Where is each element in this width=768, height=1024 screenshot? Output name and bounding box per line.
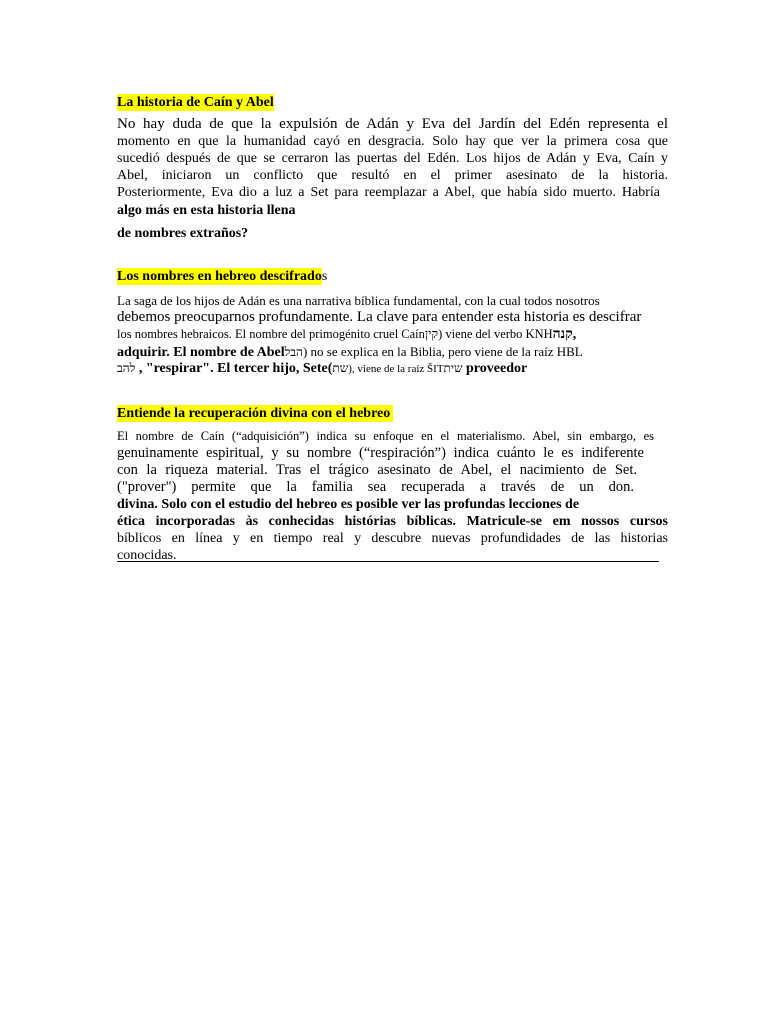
paragraph-line	[117, 326, 576, 343]
section-divine-recovery	[117, 405, 668, 565]
paragraph-line: La saga de los hijos de Adán es una narrativa bíblica fundamental, con la cual todos nosotros	[117, 293, 600, 308]
heading-cain-abel: La historia de Caín y Abel	[117, 95, 274, 110]
paragraph-line: ("prover") permite que la familia sea recuperada a través de un don.	[117, 479, 634, 495]
heading-tail: s	[321, 269, 328, 284]
hebrew-word: הבל	[284, 345, 303, 359]
paragraph-line: Abel, iniciaron un conflicto que resultó en el primer asesinato de la historia.	[117, 168, 668, 183]
paragraph-line: sucedió después de que se cerraron las puertas del Edén. Los hijos de Adán y Eva, Caín y	[117, 151, 668, 166]
paragraph-line: algo más en esta historia llena	[117, 203, 296, 218]
paragraph-line: El nombre de Caín (“adquisición”) indica su enfoque en el materialismo. Abel, sin embargo, es	[117, 429, 654, 443]
text-run: proveedor	[462, 361, 528, 376]
paragraph-line: debemos preocuparnos profundamente. La clave para entender esta historia es descifrar	[117, 309, 642, 325]
paragraph-line: de nombres extraños?	[117, 226, 249, 241]
paragraph-line: bíblicos en línea y en tiempo real y descubre nuevas profundidades de las historias	[117, 531, 668, 546]
hebrew-word: שת	[332, 361, 349, 375]
paragraph-line: No hay duda de que la expulsión de Adán y Eva del Jardín del Edén representa el	[117, 116, 668, 132]
heading-hebrew-names: Los nombres en hebreo descifrado	[117, 269, 322, 284]
text-run: , "respirar". El tercer hijo, Sete(	[135, 361, 333, 376]
text-run: ,	[572, 327, 577, 342]
section-hebrew-names	[117, 268, 668, 378]
text-run: los nombres hebraicos. El nombre del primogénito cruel Caín	[117, 327, 425, 341]
hebrew-word: שית	[443, 361, 463, 375]
text-run: ) no se explica en la Biblia, pero viene de la raíz HBL	[302, 344, 583, 359]
heading-hebrew-names-wrap	[117, 268, 327, 285]
paragraph-line: divina. Solo con el estudio del hebreo es posible ver las profundas lecciones de	[117, 497, 580, 512]
paragraph-line: conocidas.	[117, 548, 177, 563]
paragraph-line: genuinamente espiritual, y su nombre (“respiración”) indica cuánto le es indiferente	[117, 445, 644, 461]
text-run: ) viene del verbo KNH	[438, 327, 553, 341]
paragraph-line	[117, 360, 527, 378]
horizontal-rule	[117, 561, 659, 562]
paragraph-line: momento en que la humanidad cayó en desgracia. Solo hay que ver la primera cosa que	[117, 134, 668, 149]
text-run: adquirir. El nombre de Abel	[117, 345, 285, 360]
hebrew-word: קנה	[552, 327, 573, 342]
paragraph-line	[117, 343, 583, 361]
heading-divine-recovery: Entiende la recuperación divina con el hebreo	[117, 405, 393, 422]
paragraph-line: con la riqueza material. Tras el trágico asesinato de Abel, el nacimiento de Set.	[117, 462, 637, 478]
section-cain-abel	[117, 94, 668, 244]
paragraph-line: Posteriormente, Eva dio a luz a Set para reemplazar a Abel, que había sido muerto. Habría	[117, 185, 660, 200]
text-run: ), viene de la raíz ŠIT	[348, 363, 444, 375]
paragraph-line: ética incorporadas às conhecidas histórias bíblicas. Matricule-se em nossos cursos	[117, 514, 668, 529]
hebrew-word: להב	[117, 361, 136, 375]
hebrew-word: קין	[424, 327, 439, 341]
